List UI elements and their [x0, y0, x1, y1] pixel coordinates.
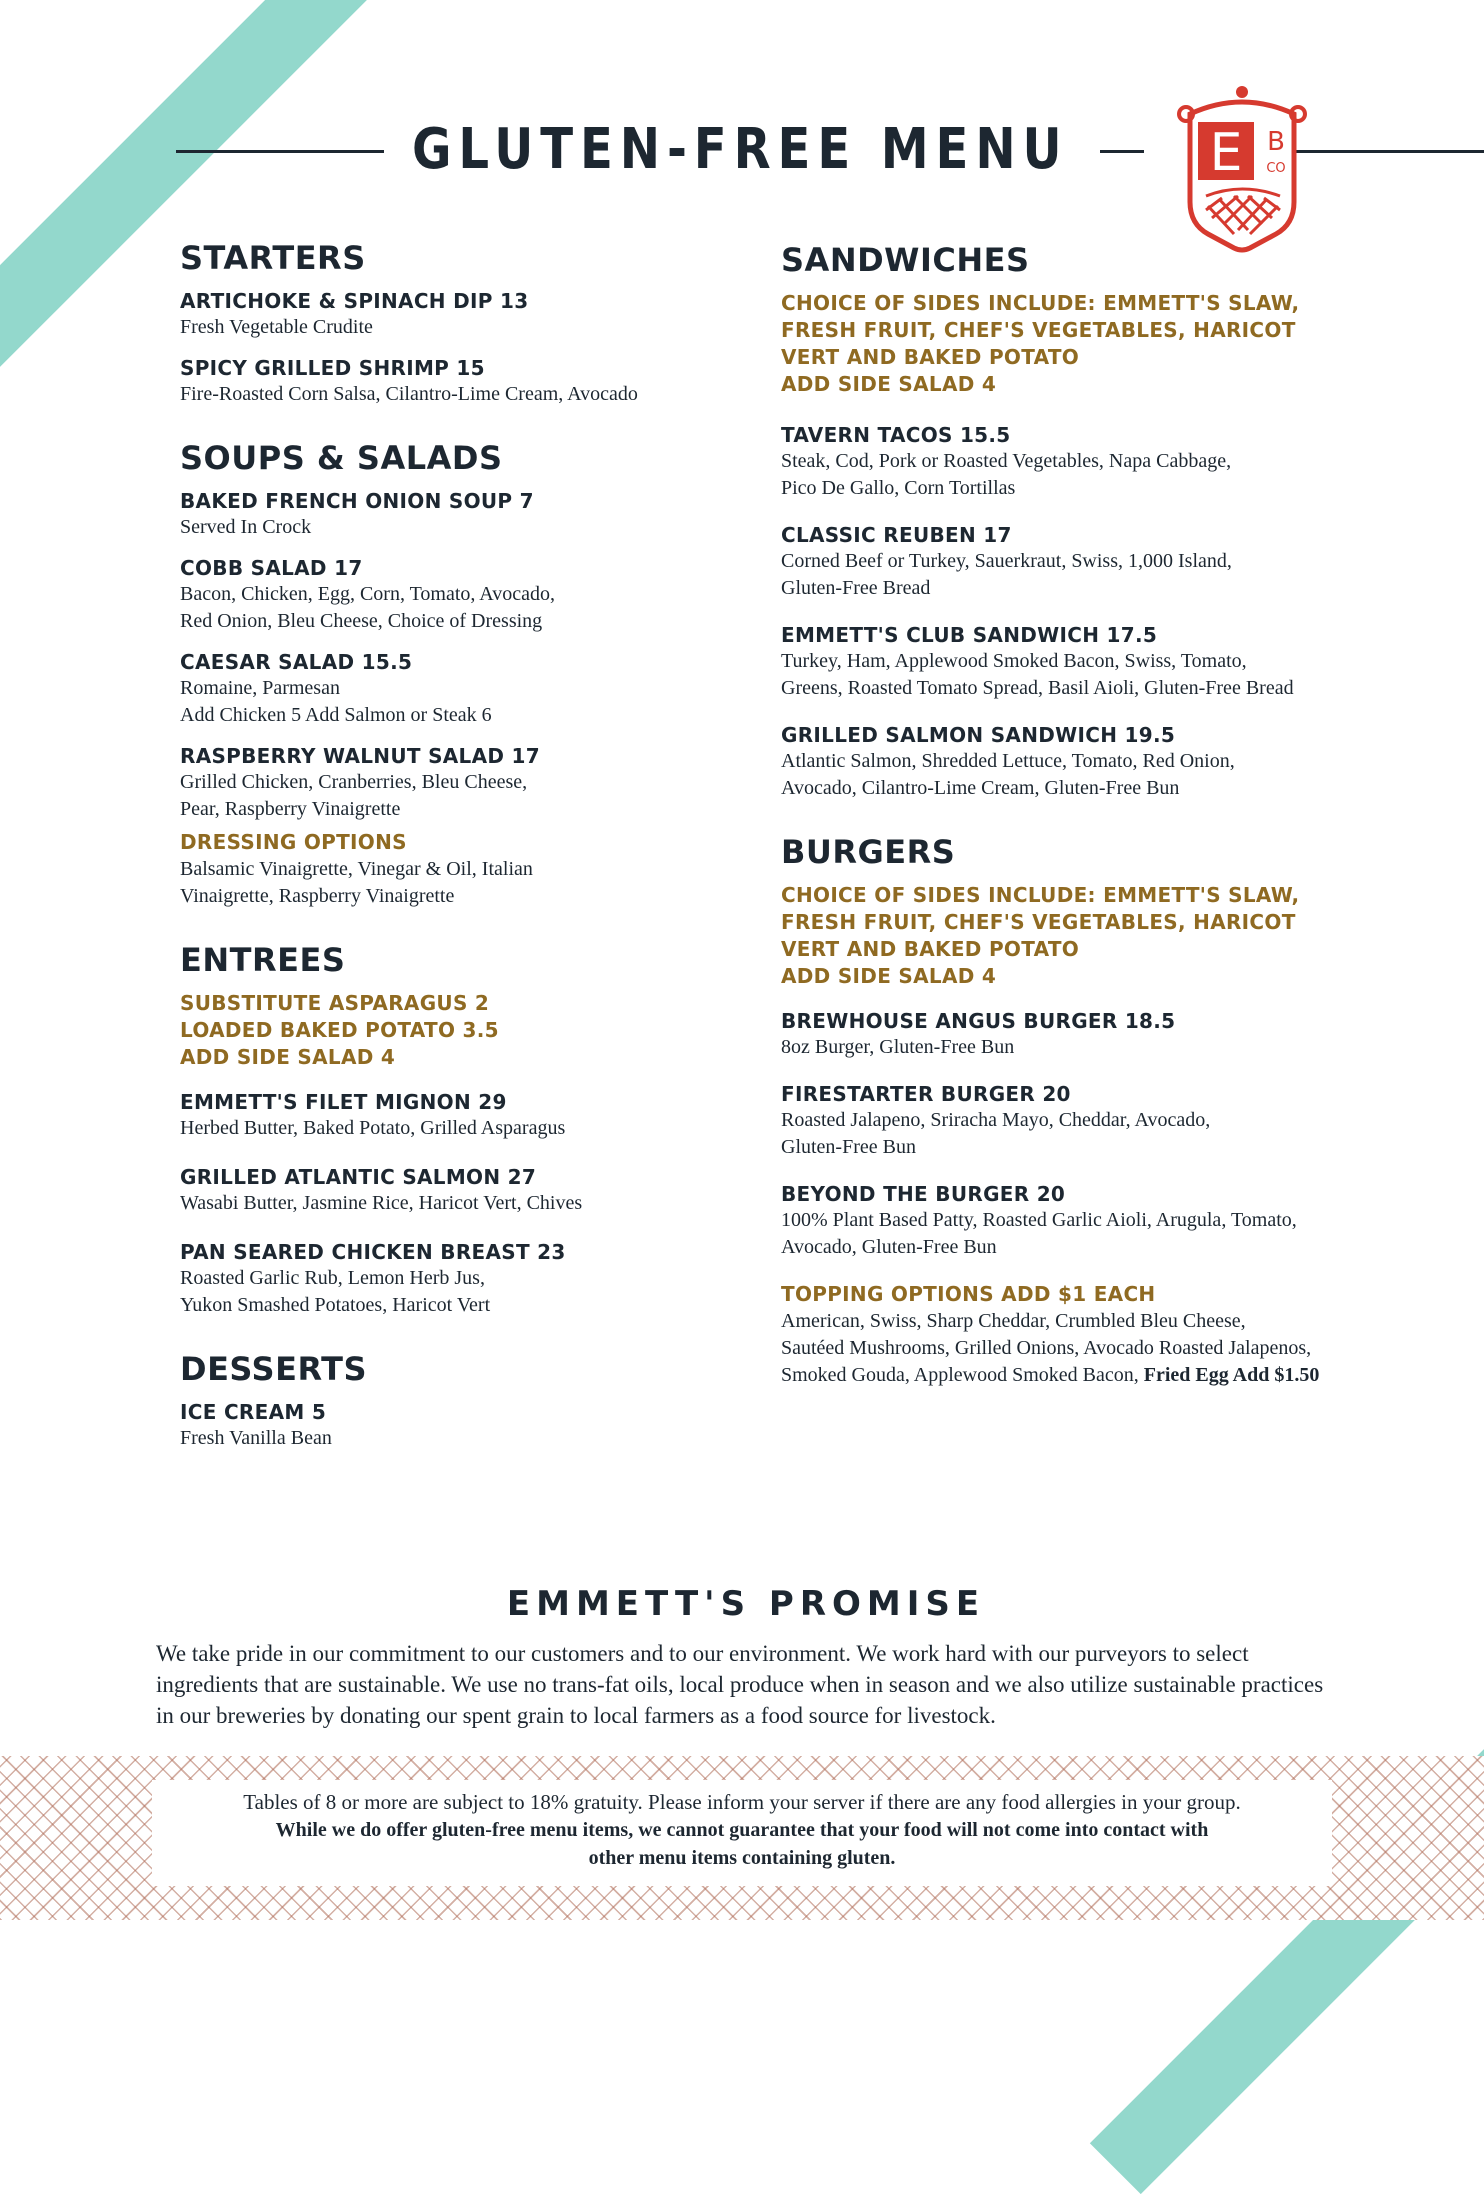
starters-section [180, 238, 740, 408]
burgers-note: ADD SIDE SALAD 4 [781, 964, 997, 988]
menu-item [180, 1089, 740, 1142]
item-description: Wasabi Butter, Jasmine Rice, Haricot Vert, Chives [180, 1192, 583, 1214]
item-name: CAESAR SALAD 15.5 [180, 650, 413, 674]
dressing-options-title: DRESSING OPTIONS [180, 830, 407, 854]
item-name: EMMETT'S CLUB SANDWICH 17.5 [781, 623, 1158, 647]
item-description: Atlantic Salmon, Shredded Lettuce, Tomato, Red Onion, [781, 750, 1235, 772]
item-description: Served In Crock [180, 516, 312, 538]
item-name: COBB SALAD 17 [180, 556, 363, 580]
sandwiches-note: FRESH FRUIT, CHEF'S VEGETABLES, HARICOT [781, 318, 1296, 342]
item-description-continued: Avocado, Gluten-Free Bun [781, 1236, 997, 1258]
item-name: SPICY GRILLED SHRIMP 15 [180, 356, 485, 380]
item-description: Fresh Vanilla Bean [180, 1427, 332, 1449]
dressing-options [180, 829, 740, 910]
entrees-note: ADD SIDE SALAD 4 [180, 1045, 396, 1069]
topping-options-description-continued: Sautéed Mushrooms, Grilled Onions, Avocado Roasted Jalapenos, [781, 1337, 1312, 1359]
menu-item [781, 722, 1401, 802]
dressing-options-description-continued: Vinaigrette, Raspberry Vinaigrette [180, 885, 455, 907]
item-description-continued: Gluten-Free Bread [781, 577, 931, 599]
item-name: RASPBERRY WALNUT SALAD 17 [180, 744, 540, 768]
topping-options-title: TOPPING OPTIONS ADD $1 EACH [781, 1282, 1156, 1306]
item-description-continued: Gluten-Free Bun [781, 1136, 916, 1158]
burgers-note: FRESH FRUIT, CHEF'S VEGETABLES, HARICOT [781, 910, 1296, 934]
menu-item [180, 555, 740, 635]
entrees-notes [180, 990, 740, 1071]
menu-item [180, 355, 740, 408]
item-description: Corned Beef or Turkey, Sauerkraut, Swiss, 1,000 Island, [781, 550, 1232, 572]
menu-item [781, 1181, 1401, 1261]
sandwiches-section [781, 240, 1401, 802]
topping-options [781, 1281, 1401, 1389]
right-column [781, 240, 1401, 1419]
sandwiches-note: ADD SIDE SALAD 4 [781, 372, 997, 396]
item-description-continued: Red Onion, Bleu Cheese, Choice of Dressing [180, 610, 543, 632]
item-description-continued: Add Chicken 5 Add Salmon or Steak 6 [180, 704, 492, 726]
section-title-entrees: ENTREES [180, 941, 346, 979]
item-name: TAVERN TACOS 15.5 [781, 423, 1011, 447]
menu-item [180, 1399, 740, 1452]
topping-options-description: American, Swiss, Sharp Cheddar, Crumbled Bleu Cheese, [781, 1310, 1246, 1332]
sandwiches-notes [781, 290, 1401, 398]
item-name: ICE CREAM 5 [180, 1400, 327, 1424]
item-description: Roasted Jalapeno, Sriracha Mayo, Cheddar, Avocado, [781, 1109, 1211, 1131]
item-description-continued: Pico De Gallo, Corn Tortillas [781, 477, 1016, 499]
promise-text: We take pride in our commitment to our customers and to our environment. We work hard with our purveyors to select ingredients that are sustainable. We use no trans-fat oils, local produce when in season and we also utilize sustainable practices in our breweries by donating our spent grain to local farmers as a food source for livestock. [156, 1641, 1324, 1728]
burgers-note: CHOICE OF SIDES INCLUDE: EMMETT'S SLAW, [781, 883, 1300, 907]
menu-item [180, 1164, 740, 1217]
menu-item [180, 743, 740, 823]
section-title-sandwiches: SANDWICHES [781, 241, 1030, 279]
entrees-section [180, 940, 740, 1319]
item-name: PAN SEARED CHICKEN BREAST 23 [180, 1240, 566, 1264]
item-description: 100% Plant Based Patty, Roasted Garlic Aioli, Arugula, Tomato, [781, 1209, 1297, 1231]
item-description: Grilled Chicken, Cranberries, Bleu Cheese, [180, 771, 528, 793]
item-name: BAKED FRENCH ONION SOUP 7 [180, 489, 534, 513]
menu-item [781, 522, 1401, 602]
entrees-note: LOADED BAKED POTATO 3.5 [180, 1018, 499, 1042]
promise-title: EMMETT'S PROMISE [506, 1584, 986, 1624]
item-name: GRILLED SALMON SANDWICH 19.5 [781, 723, 1176, 747]
menu-item [180, 1239, 740, 1319]
item-description-continued: Avocado, Cilantro-Lime Cream, Gluten-Free Bun [781, 777, 1180, 799]
left-column [180, 238, 740, 1482]
item-description: Roasted Garlic Rub, Lemon Herb Jus, [180, 1267, 485, 1289]
page-title: GLUTEN-FREE MENU [412, 117, 1069, 182]
title-rule-left [176, 150, 384, 153]
logo-letter-e: E [1209, 123, 1243, 183]
promise-section [156, 1582, 1336, 1731]
sandwiches-note: VERT AND BAKED POTATO [781, 345, 1080, 369]
section-title-desserts: DESSERTS [180, 1350, 368, 1388]
title-rule-middle [1100, 150, 1144, 153]
item-description: Fire-Roasted Corn Salsa, Cilantro-Lime Cream, Avocado [180, 383, 638, 405]
menu-item [781, 1008, 1401, 1061]
item-description: 8oz Burger, Gluten-Free Bun [781, 1036, 1015, 1058]
soups-salads-section [180, 438, 740, 910]
logo-letters-co: CO [1266, 161, 1286, 176]
item-description-continued: Pear, Raspberry Vinaigrette [180, 798, 401, 820]
fried-egg-addon: Fried Egg Add $1.50 [1143, 1364, 1320, 1386]
burgers-notes [781, 882, 1401, 990]
topping-options-text: Smoked Gouda, Applewood Smoked Bacon, [781, 1364, 1139, 1386]
item-description: Bacon, Chicken, Egg, Corn, Tomato, Avocado, [180, 583, 556, 605]
item-description: Herbed Butter, Baked Potato, Grilled Asparagus [180, 1117, 566, 1139]
item-name: FIRESTARTER BURGER 20 [781, 1082, 1071, 1106]
logo-letter-b: B [1267, 127, 1285, 157]
item-description: Romaine, Parmesan [180, 677, 340, 699]
burgers-note: VERT AND BAKED POTATO [781, 937, 1080, 961]
section-title-starters: STARTERS [180, 239, 366, 277]
menu-item [180, 288, 740, 341]
menu-item [781, 622, 1401, 702]
item-description: Turkey, Ham, Applewood Smoked Bacon, Swiss, Tomato, [781, 650, 1247, 672]
menu-item [180, 649, 740, 729]
entrees-note: SUBSTITUTE ASPARAGUS 2 [180, 991, 490, 1015]
item-name: GRILLED ATLANTIC SALMON 27 [180, 1165, 537, 1189]
item-description-continued: Yukon Smashed Potatoes, Haricot Vert [180, 1294, 491, 1316]
section-title-soups-salads: SOUPS & SALADS [180, 439, 503, 477]
title-rule-right [1296, 150, 1484, 153]
desserts-section [180, 1349, 740, 1452]
item-name: EMMETT'S FILET MIGNON 29 [180, 1090, 507, 1114]
dressing-options-description: Balsamic Vinaigrette, Vinegar & Oil, Italian [180, 858, 533, 880]
menu-item [781, 422, 1401, 502]
sandwiches-note: CHOICE OF SIDES INCLUDE: EMMETT'S SLAW, [781, 291, 1300, 315]
item-name: CLASSIC REUBEN 17 [781, 523, 1012, 547]
gluten-disclaimer: While we do offer gluten-free menu items, we cannot guarantee that your food will not come into contact with other menu items containing gluten. [275, 1819, 1209, 1869]
item-description-continued: Greens, Roasted Tomato Spread, Basil Aioli, Gluten-Free Bread [781, 677, 1294, 699]
menu-item [180, 488, 740, 541]
item-name: BREWHOUSE ANGUS BURGER 18.5 [781, 1009, 1176, 1033]
ebco-logo [1176, 84, 1308, 254]
item-name: ARTICHOKE & SPINACH DIP 13 [180, 289, 529, 313]
gratuity-notice: Tables of 8 or more are subject to 18% gratuity. Please inform your server if there are any food allergies in your group. [243, 1790, 1241, 1814]
burgers-section [781, 832, 1401, 1389]
item-description: Steak, Cod, Pork or Roasted Vegetables, Napa Cabbage, [781, 450, 1232, 472]
item-description: Fresh Vegetable Crudite [180, 316, 373, 338]
section-title-burgers: BURGERS [781, 833, 956, 871]
item-name: BEYOND THE BURGER 20 [781, 1182, 1066, 1206]
topping-options-description-last [781, 1362, 1401, 1389]
footer-notice [152, 1780, 1332, 1886]
menu-item [781, 1081, 1401, 1161]
